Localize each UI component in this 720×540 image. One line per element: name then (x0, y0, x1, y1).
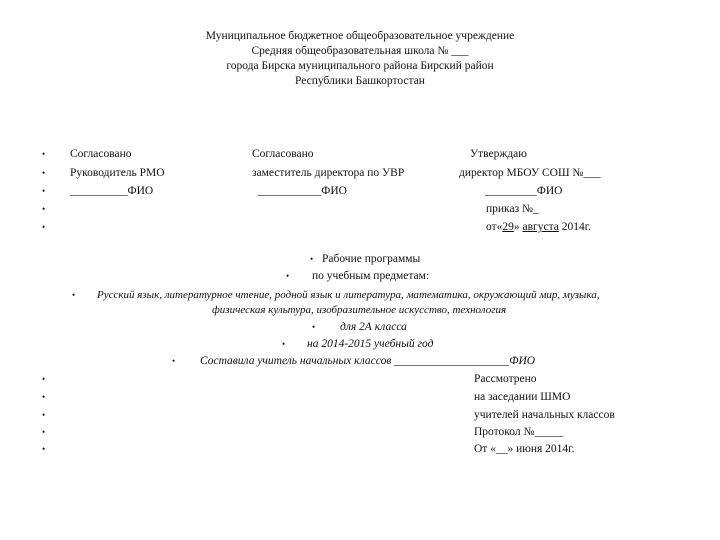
review-date: От «__» июня 2014г. (474, 443, 575, 455)
approval-right-title: Утверждаю (470, 148, 527, 160)
review-meeting: на заседании ШМО (474, 391, 571, 403)
approval-left-role: Руководитель РМО (70, 167, 165, 179)
date-prefix: от« (486, 221, 503, 233)
class-label: для 2А класса (340, 321, 407, 333)
review-teachers: учителей начальных классов (474, 409, 615, 421)
school-name-line2: Средняя общеобразовательная школа № ___ (251, 45, 469, 57)
bullet: • (312, 322, 316, 332)
approval-right-role: директор МБОУ СОШ №___ (459, 167, 601, 179)
approval-middle-title: Согласовано (252, 148, 314, 160)
programs-title: Рабочие программы (322, 253, 421, 265)
bullet: • (286, 271, 290, 281)
subjects-line1: Русский язык, литературное чтение, родной язык и литература, математика, окружающий мир, музыка, (97, 289, 600, 301)
date-year: 2014г. (558, 221, 592, 233)
bullet: • (72, 290, 76, 300)
approval-right-sign: _________ФИО (485, 185, 563, 197)
school-year: на 2014-2015 учебный год (307, 338, 434, 350)
approval-middle-role: заместитель директора по УВР (252, 167, 405, 179)
bullet: • (42, 427, 46, 437)
bullet: • (42, 222, 46, 232)
bullet: • (42, 149, 46, 159)
school-name-line1: Муниципальное бюджетное общеобразовательное учреждение (205, 30, 515, 42)
bullet: • (310, 254, 314, 264)
programs-subtitle: по учебным предметам: (312, 270, 430, 282)
bullet: • (42, 204, 46, 214)
bullet: • (282, 339, 286, 349)
date-day: 29 (502, 221, 514, 233)
bullet: • (172, 356, 176, 366)
approval-right-order: приказ №_ (486, 203, 539, 215)
approval-middle-sign: ___________ФИО (258, 185, 347, 197)
bullet: • (42, 444, 46, 454)
school-name-line3: города Бирска муниципального района Бирский район (226, 60, 494, 72)
bullet: • (42, 392, 46, 402)
approval-right-date (486, 220, 591, 234)
bullet: • (42, 186, 46, 196)
date-month: августа (522, 221, 559, 233)
bullet: • (42, 168, 46, 178)
review-title: Рассмотрено (474, 373, 537, 385)
author-line: Составила учитель начальных классов ____________________ФИО (200, 355, 536, 367)
school-name-line4: Республики Башкортостан (295, 75, 425, 87)
subjects-line2: физическая культура, изобразительное искусство, технология (212, 304, 507, 316)
bullet: • (42, 410, 46, 420)
approval-left-title: Согласовано (70, 148, 132, 160)
approval-left-sign: __________ФИО (70, 185, 154, 197)
review-protocol: Протокол №_____ (474, 426, 564, 438)
bullet: • (42, 374, 46, 384)
date-mid: » (513, 221, 523, 233)
